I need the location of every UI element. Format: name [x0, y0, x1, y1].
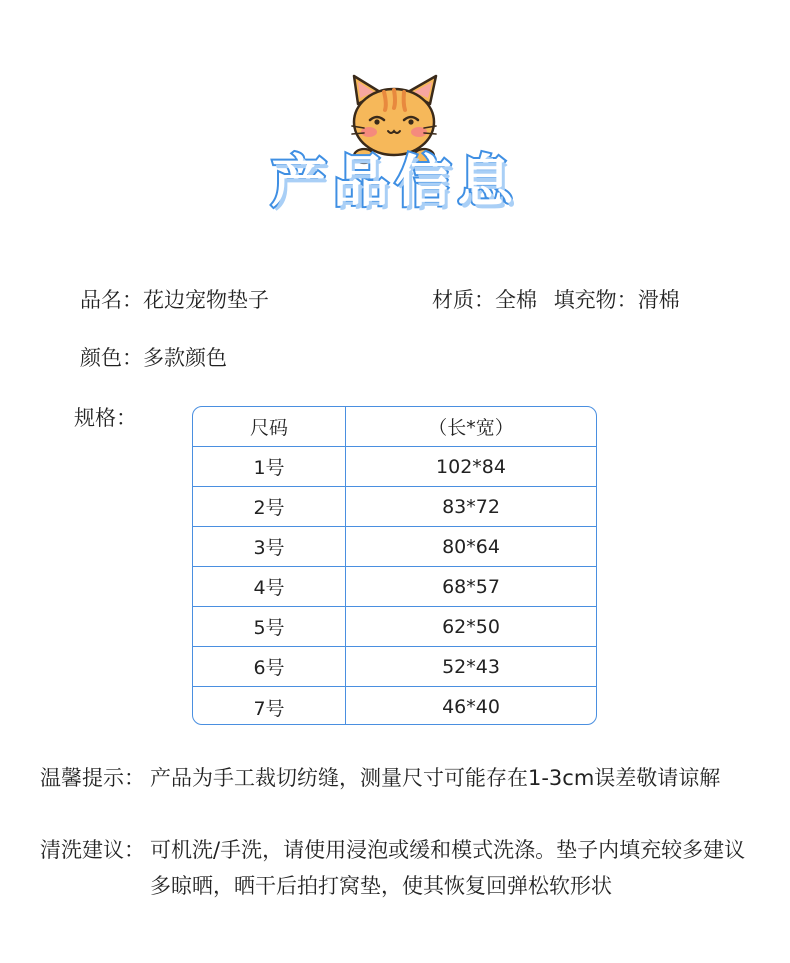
table-row	[193, 567, 596, 607]
color-value: 多款颜色	[143, 346, 227, 370]
size-cell: 4号	[193, 567, 346, 606]
table-row	[193, 527, 596, 567]
product-name-value: 花边宠物垫子	[143, 288, 269, 312]
dimension-cell: 52*43	[442, 655, 500, 678]
table-header-dimensions: （长*宽）	[428, 417, 514, 439]
table-header-row	[193, 407, 596, 447]
tip-label: 温馨提示：	[40, 766, 145, 790]
size-cell: 6号	[193, 647, 346, 686]
product-name-label: 品名：	[80, 288, 143, 312]
table-row	[193, 687, 596, 725]
dimension-cell: 83*72	[442, 495, 500, 518]
filling-value: 滑棉	[637, 288, 680, 312]
size-cell: 2号	[193, 487, 346, 526]
table-row	[193, 647, 596, 687]
filling-label: 填充物：	[553, 288, 638, 312]
size-table	[192, 406, 597, 725]
wash-note	[40, 832, 760, 904]
material-row	[432, 284, 680, 314]
tip-note	[40, 760, 760, 796]
page-title: 产品信息	[271, 150, 519, 215]
material-label: 材质：	[432, 288, 495, 312]
material-value: 全棉	[495, 288, 537, 312]
dimension-cell: 68*57	[442, 575, 500, 598]
product-name-row	[80, 284, 269, 314]
size-cell: 1号	[193, 447, 346, 486]
tip-body: 产品为手工裁切纺缝，测量尺寸可能存在1-3cm误差敬请谅解	[150, 766, 721, 790]
dimension-cell: 62*50	[442, 615, 500, 638]
table-row	[193, 447, 596, 487]
color-label: 颜色：	[80, 346, 143, 370]
dimension-cell: 80*64	[442, 535, 500, 558]
table-header-size: 尺码	[193, 407, 346, 446]
wash-body: 可机洗/手洗，请使用浸泡或缓和模式洗涤。垫子内填充较多建议多晾晒，晒干后拍打窝垫，使其恢复回弹松软形状	[150, 838, 746, 898]
size-cell: 5号	[193, 607, 346, 646]
table-row	[193, 607, 596, 647]
dimension-cell: 46*40	[442, 696, 500, 718]
color-row	[80, 342, 227, 372]
spec-label: 规格：	[74, 406, 137, 430]
size-cell: 3号	[193, 527, 346, 566]
wash-label: 清洗建议：	[40, 838, 145, 862]
table-row	[193, 487, 596, 527]
size-cell: 7号	[193, 687, 346, 725]
dimension-cell: 102*84	[436, 455, 506, 478]
